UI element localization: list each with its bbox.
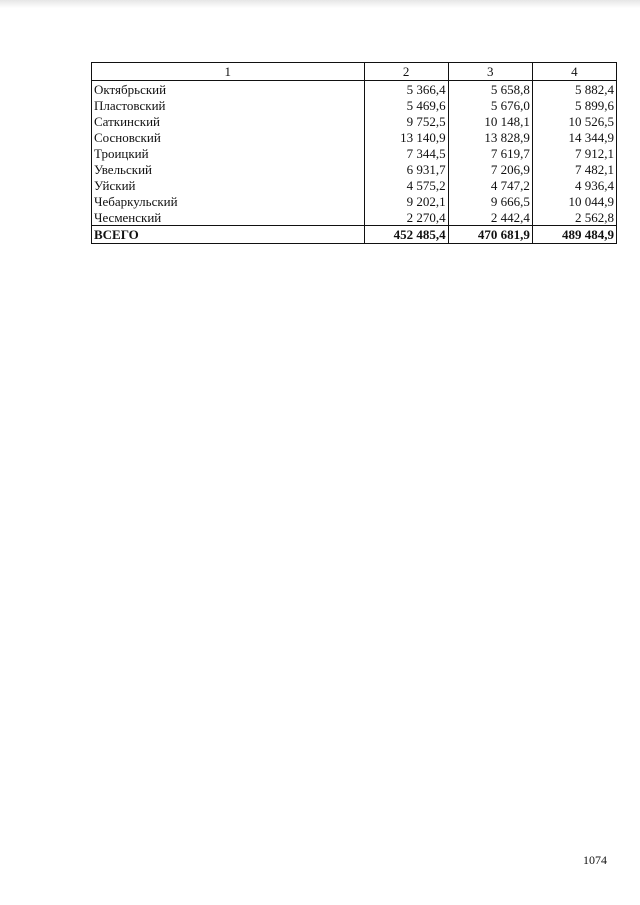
header-cell-1: 1 [92, 63, 365, 81]
row-value-2: 13 140,9 [364, 129, 448, 145]
table-row [92, 113, 617, 129]
row-value-4: 7 482,1 [532, 161, 616, 177]
row-value-4: 5 899,6 [532, 97, 616, 113]
row-value-3: 13 828,9 [448, 129, 532, 145]
row-name: Саткинский [92, 113, 365, 129]
header-cell-4: 4 [532, 63, 616, 81]
row-value-4: 7 912,1 [532, 145, 616, 161]
row-name: Чебаркульский [92, 193, 365, 209]
row-value-3: 7 619,7 [448, 145, 532, 161]
total-value-4: 489 484,9 [532, 226, 616, 244]
page-number: 1074 [583, 853, 607, 867]
row-value-4: 2 562,8 [532, 209, 616, 226]
row-name: Троицкий [92, 145, 365, 161]
row-value-3: 5 676,0 [448, 97, 532, 113]
row-name: Уйский [92, 177, 365, 193]
row-value-3: 7 206,9 [448, 161, 532, 177]
row-name: Октябрьский [92, 81, 365, 98]
row-value-3: 4 747,2 [448, 177, 532, 193]
total-label: ВСЕГО [92, 226, 365, 244]
table-row [92, 81, 617, 98]
row-name: Пластовский [92, 97, 365, 113]
scan-top-shade [0, 0, 640, 8]
row-value-4: 10 526,5 [532, 113, 616, 129]
table-total-row [92, 226, 617, 244]
row-value-4: 14 344,9 [532, 129, 616, 145]
total-value-2: 452 485,4 [364, 226, 448, 244]
row-value-4: 10 044,9 [532, 193, 616, 209]
table-row [92, 129, 617, 145]
total-value-3: 470 681,9 [448, 226, 532, 244]
row-value-2: 7 344,5 [364, 145, 448, 161]
row-value-2: 5 366,4 [364, 81, 448, 98]
table-header-row [92, 63, 617, 81]
table-row [92, 177, 617, 193]
table-row [92, 209, 617, 226]
data-table [91, 62, 617, 244]
row-name: Чесменский [92, 209, 365, 226]
row-value-2: 9 752,5 [364, 113, 448, 129]
row-value-2: 5 469,6 [364, 97, 448, 113]
row-name: Увельский [92, 161, 365, 177]
row-value-2: 2 270,4 [364, 209, 448, 226]
row-value-4: 5 882,4 [532, 81, 616, 98]
row-value-2: 4 575,2 [364, 177, 448, 193]
row-value-3: 2 442,4 [448, 209, 532, 226]
header-cell-2: 2 [364, 63, 448, 81]
row-value-2: 6 931,7 [364, 161, 448, 177]
table-row [92, 97, 617, 113]
row-value-3: 5 658,8 [448, 81, 532, 98]
header-cell-3: 3 [448, 63, 532, 81]
table-row [92, 161, 617, 177]
row-value-2: 9 202,1 [364, 193, 448, 209]
row-value-3: 9 666,5 [448, 193, 532, 209]
row-value-4: 4 936,4 [532, 177, 616, 193]
table-row [92, 193, 617, 209]
table-row [92, 145, 617, 161]
row-name: Сосновский [92, 129, 365, 145]
row-value-3: 10 148,1 [448, 113, 532, 129]
